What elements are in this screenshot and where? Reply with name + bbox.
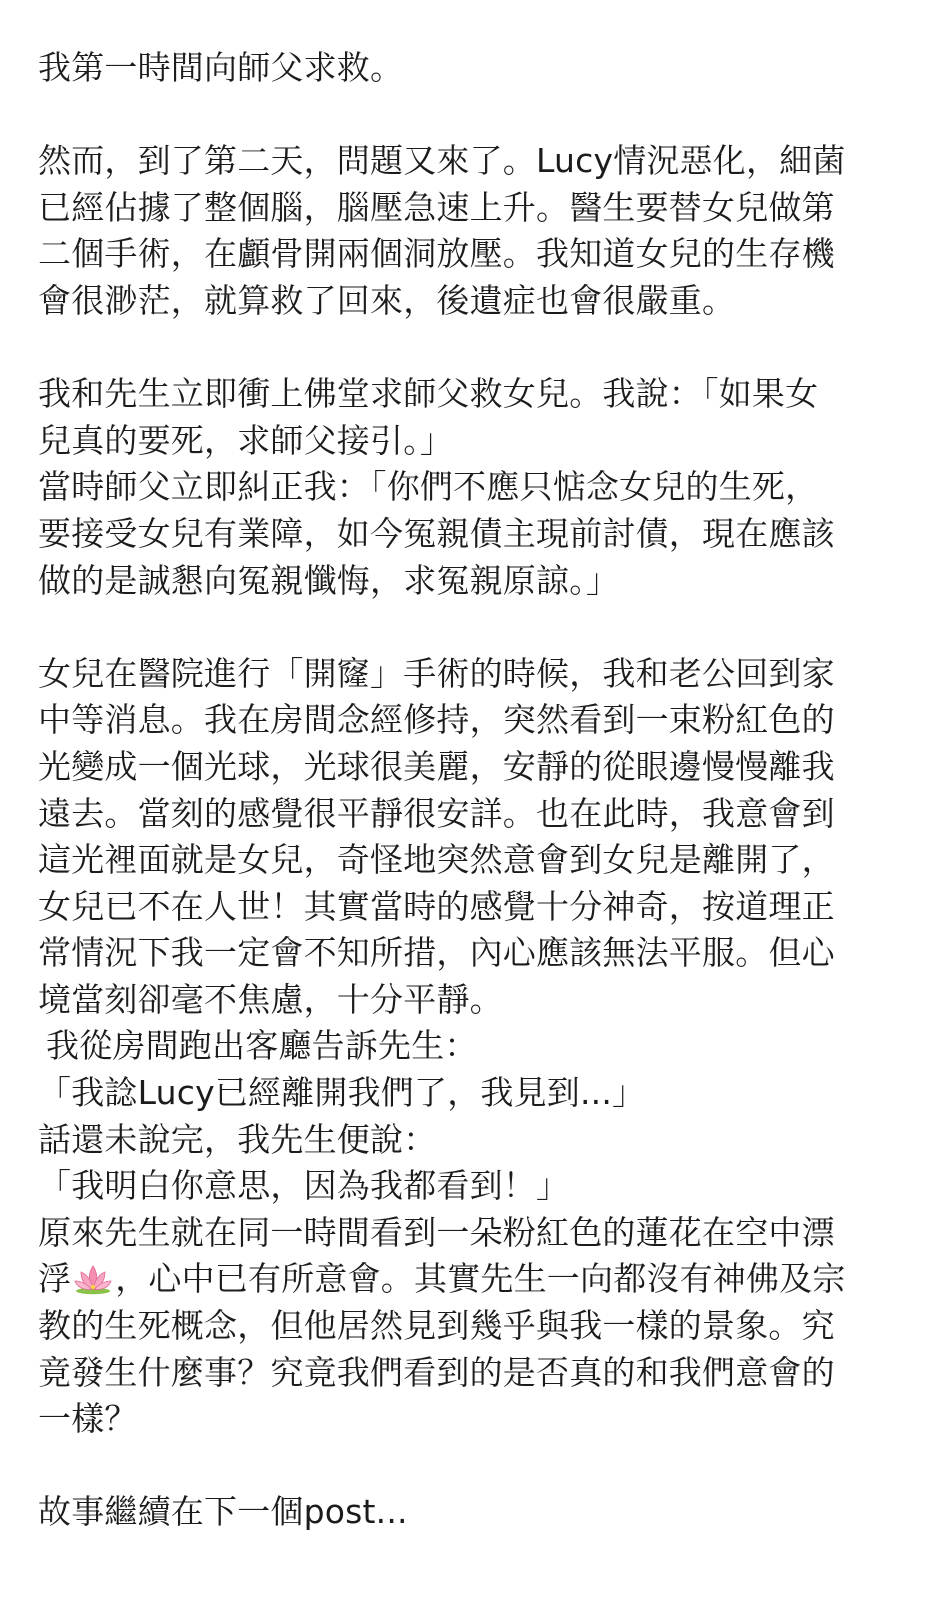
paragraph-gap [38,325,918,372]
text-line: 「我明白你意思，因為我都看到！」 [38,1166,570,1206]
text-line: 遠去。當刻的感覺很平靜很安詳。也在此時，我意會到 [38,793,835,833]
text-line: 會很渺茫，就算救了回來，後遺症也會很嚴重。 [38,280,736,320]
text-line: 中等消息。我在房間念經修持，突然看到一束粉紅色的 [38,700,835,740]
text-line: 常情況下我一定會不知所措，內心應該無法平服。但心 [38,933,835,973]
text-line: 這光裡面就是女兒，奇怪地突然意會到女兒是離開了， [38,840,835,880]
text-line-with-lotus [38,1256,918,1303]
text-line: 已經佔據了整個腦，腦壓急速上升。醫生要替女兒做第 [38,187,835,227]
text-line: 「我諗Lucy已經離開我們了，我見到...」 [38,1073,646,1113]
text-line: 女兒已不在人世！其實當時的感覺十分神奇，按道理正 [38,886,835,926]
text-line: 話還未說完，我先生便說： [38,1119,437,1159]
post-body [38,45,918,1536]
text-line: 女兒在醫院進行「開窿」手術的時候，我和老公回到家 [38,653,835,693]
lotus-emoji-icon [73,1262,113,1296]
text-line: 教的生死概念，但他居然見到幾乎與我一樣的景象。究 [38,1306,835,1346]
text-line: 然而，到了第二天，問題又來了。Lucy情況惡化，細菌 [38,141,846,181]
text-line: 二個手術，在顱骨開兩個洞放壓。我知道女兒的生存機 [38,234,835,274]
text-line: 我第一時間向師父求救。 [38,48,404,87]
text-line: 做的是誠懇向冤親懺悔，求冤親原諒。」 [38,560,620,600]
text-line: 原來先生就在同一時間看到一朵粉紅色的蓮花在空中漂 [38,1212,835,1252]
text-line: 我從房間跑出客廳告訴先生： [46,1026,478,1066]
paragraph-gap [38,1443,918,1490]
text-fragment: ，心中已有所意會。其實先生一向都沒有神佛及宗 [115,1259,846,1299]
text-line: 境當刻卻毫不焦慮，十分平靜。 [38,979,503,1019]
text-line: 當時師父立即糾正我：「你們不應只惦念女兒的生死， [38,467,819,507]
text-line: 竟發生什麼事？究竟我們看到的是否真的和我們意會的 [38,1352,835,1392]
text-line: 兒真的要死，求師父接引。」 [38,420,454,460]
continued-text: 故事繼續在下一個post... [38,1492,408,1532]
paragraph-gap [38,604,918,651]
text-line: 我和先生立即衝上佛堂求師父救女兒。我說：「如果女 [38,374,819,414]
text-line: 一樣？ [38,1399,138,1439]
text-line: 要接受女兒有業障，如今冤親債主現前討債，現在應該 [38,513,835,553]
text-fragment: 浮 [38,1259,72,1299]
paragraph-gap [38,92,918,139]
text-line: 光變成一個光球，光球很美麗，安靜的從眼邊慢慢離我 [38,746,835,786]
